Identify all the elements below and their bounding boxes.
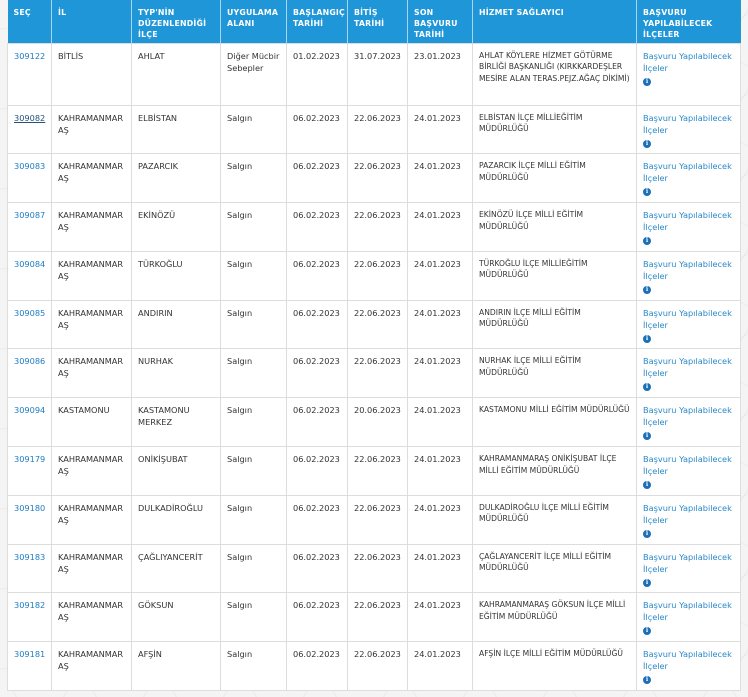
cell-hizmet-saglayici: DULKADİROĞLU İLÇE MİLLİ EĞİTİM MÜDÜRLÜĞÜ — [473, 495, 637, 544]
cell-baslangic-tarihi: 06.02.2023 — [287, 251, 348, 300]
cell-sec — [8, 593, 52, 642]
cell-basvuru-ilceler — [637, 251, 741, 300]
cell-hizmet-saglayici: EKİNÖZÜ İLÇE MİLLİ EĞİTİM MÜDÜRLÜĞÜ — [473, 203, 637, 252]
cell-baslangic-tarihi: 06.02.2023 — [287, 154, 348, 203]
cell-basvuru-ilceler — [637, 300, 741, 349]
cell-baslangic-tarihi: 06.02.2023 — [287, 593, 348, 642]
cell-ilce: ANDIRIN — [132, 300, 221, 349]
info-icon[interactable]: i — [643, 383, 651, 391]
cell-il: KAHRAMANMARAŞ — [52, 105, 132, 154]
basvuru-ilceler-link[interactable]: Başvuru Yapılabilecek İlçeler — [643, 356, 732, 379]
cell-bitis-tarihi: 22.06.2023 — [348, 447, 408, 496]
table-row — [8, 642, 741, 691]
cell-basvuru-ilceler — [637, 43, 741, 105]
basvuru-ilceler-link[interactable]: Başvuru Yapılabilecek İlçeler — [643, 161, 732, 184]
cell-basvuru-ilceler — [637, 349, 741, 398]
table-row — [8, 300, 741, 349]
cell-ilce: DULKADİROĞLU — [132, 495, 221, 544]
cell-baslangic-tarihi: 06.02.2023 — [287, 642, 348, 691]
info-icon[interactable]: i — [643, 481, 651, 489]
table-row — [8, 544, 741, 593]
info-icon[interactable]: i — [643, 676, 651, 684]
table-row — [8, 398, 741, 447]
cell-bitis-tarihi: 22.06.2023 — [348, 300, 408, 349]
cell-baslangic-tarihi: 06.02.2023 — [287, 495, 348, 544]
cell-il: KAHRAMANMARAŞ — [52, 251, 132, 300]
cell-il: KAHRAMANMARAŞ — [52, 203, 132, 252]
table-row — [8, 495, 741, 544]
cell-uygulama-alani: Salgın — [221, 251, 287, 300]
select-record-link[interactable]: 309122 — [14, 50, 46, 61]
table-row — [8, 203, 741, 252]
cell-bitis-tarihi: 22.06.2023 — [348, 105, 408, 154]
cell-bitis-tarihi: 22.06.2023 — [348, 251, 408, 300]
header-il[interactable]: İL — [52, 0, 132, 43]
cell-uygulama-alani: Diğer Mücbir Sebepler — [221, 43, 287, 105]
cell-ilce: ELBİSTAN — [132, 105, 221, 154]
cell-basvuru-ilceler — [637, 398, 741, 447]
cell-ilce: EKİNÖZÜ — [132, 203, 221, 252]
info-icon[interactable]: i — [643, 627, 651, 635]
cell-son-basvuru-tarihi: 24.01.2023 — [408, 349, 473, 398]
cell-ilce: NURHAK — [132, 349, 221, 398]
cell-hizmet-saglayici: KAHRAMANMARAŞ GÖKSUN İLÇE MİLLİ EĞİTİM MÜDÜRLÜĞÜ — [473, 593, 637, 642]
cell-ilce: TÜRKOĞLU — [132, 251, 221, 300]
header-hizmet-saglayici[interactable]: HİZMET SAĞLAYICI — [473, 0, 637, 43]
table-header-row — [8, 0, 741, 43]
cell-basvuru-ilceler — [637, 544, 741, 593]
table-row — [8, 447, 741, 496]
cell-sec — [8, 398, 52, 447]
cell-son-basvuru-tarihi: 24.01.2023 — [408, 544, 473, 593]
cell-uygulama-alani: Salgın — [221, 349, 287, 398]
cell-baslangic-tarihi: 06.02.2023 — [287, 105, 348, 154]
basvuru-ilceler-link[interactable]: Başvuru Yapılabilecek İlçeler — [643, 210, 732, 233]
table-row — [8, 349, 741, 398]
basvuru-ilceler-link[interactable]: Başvuru Yapılabilecek İlçeler — [643, 454, 732, 477]
cell-il: KAHRAMANMARAŞ — [52, 593, 132, 642]
cell-hizmet-saglayici: ANDIRIN İLÇE MİLLİ EĞİTİM MÜDÜRLÜĞÜ — [473, 300, 637, 349]
cell-sec — [8, 251, 52, 300]
select-record-link[interactable]: 309087 — [14, 210, 46, 221]
cell-hizmet-saglayici: KAHRAMANMARAŞ ONİKİŞUBAT İLÇE MİLLİ EĞİTİM MÜDÜRLÜĞÜ — [473, 447, 637, 496]
select-record-link[interactable]: 309083 — [14, 161, 46, 172]
cell-basvuru-ilceler — [637, 105, 741, 154]
cell-baslangic-tarihi: 06.02.2023 — [287, 349, 348, 398]
cell-ilce: KASTAMONU MERKEZ — [132, 398, 221, 447]
cell-son-basvuru-tarihi: 24.01.2023 — [408, 642, 473, 691]
basvuru-ilceler-link[interactable]: Başvuru Yapılabilecek İlçeler — [643, 600, 732, 623]
select-record-link[interactable]: 309094 — [14, 405, 46, 416]
cell-il: KASTAMONU — [52, 398, 132, 447]
cell-basvuru-ilceler — [637, 203, 741, 252]
info-icon[interactable]: i — [643, 140, 651, 148]
cell-ilce: AFŞİN — [132, 642, 221, 691]
cell-bitis-tarihi: 22.06.2023 — [348, 203, 408, 252]
cell-bitis-tarihi: 31.07.2023 — [348, 43, 408, 105]
info-icon[interactable]: i — [643, 579, 651, 587]
info-icon[interactable]: i — [643, 432, 651, 440]
header-sec[interactable]: SEÇ — [8, 0, 52, 43]
table-row — [8, 154, 741, 203]
cell-son-basvuru-tarihi: 24.01.2023 — [408, 593, 473, 642]
select-record-link[interactable]: 309181 — [14, 649, 46, 660]
cell-bitis-tarihi: 20.06.2023 — [348, 398, 408, 447]
header-bitis-tarihi[interactable]: BİTİŞ TARİHİ — [348, 0, 408, 43]
cell-uygulama-alani: Salgın — [221, 300, 287, 349]
info-icon[interactable]: i — [643, 286, 651, 294]
select-record-link[interactable]: 309082 — [14, 112, 46, 123]
header-ilce[interactable]: TYP'NİN DÜZENLENDİĞİ İLÇE — [132, 0, 221, 43]
cell-hizmet-saglayici: PAZARCIK İLÇE MİLLİ EĞİTİM MÜDÜRLÜĞÜ — [473, 154, 637, 203]
cell-uygulama-alani: Salgın — [221, 447, 287, 496]
info-icon[interactable]: i — [643, 530, 651, 538]
basvuru-ilceler-link[interactable]: Başvuru Yapılabilecek İlçeler — [643, 50, 732, 73]
cell-ilce: GÖKSUN — [132, 593, 221, 642]
cell-hizmet-saglayici: ELBİSTAN İLÇE MİLLİEĞİTİM MÜDÜRLÜĞÜ — [473, 105, 637, 154]
cell-son-basvuru-tarihi: 24.01.2023 — [408, 154, 473, 203]
cell-bitis-tarihi: 22.06.2023 — [348, 593, 408, 642]
cell-baslangic-tarihi: 06.02.2023 — [287, 398, 348, 447]
cell-uygulama-alani: Salgın — [221, 495, 287, 544]
cell-il: BİTLİS — [52, 43, 132, 105]
info-icon[interactable]: i — [643, 335, 651, 343]
cell-sec — [8, 43, 52, 105]
cell-hizmet-saglayici: KASTAMONU MİLLİ EĞİTİM MÜDÜRLÜĞÜ — [473, 398, 637, 447]
cell-bitis-tarihi: 22.06.2023 — [348, 544, 408, 593]
cell-sec — [8, 495, 52, 544]
cell-il: KAHRAMANMARAŞ — [52, 154, 132, 203]
cell-sec — [8, 154, 52, 203]
header-baslangic-tarihi[interactable]: BAŞLANGIÇ TARİHİ — [287, 0, 348, 43]
cell-hizmet-saglayici: AFŞİN İLÇE MİLLİ EĞİTİM MÜDÜRLÜĞÜ — [473, 642, 637, 691]
cell-sec — [8, 642, 52, 691]
cell-uygulama-alani: Salgın — [221, 203, 287, 252]
cell-son-basvuru-tarihi: 24.01.2023 — [408, 203, 473, 252]
header-basvuru-ilceler[interactable]: BAŞVURU YAPILABİLECEK İLÇELER — [637, 0, 741, 43]
basvuru-ilceler-link[interactable]: Başvuru Yapılabilecek İlçeler — [643, 649, 732, 672]
cell-son-basvuru-tarihi: 24.01.2023 — [408, 251, 473, 300]
cell-baslangic-tarihi: 06.02.2023 — [287, 203, 348, 252]
cell-uygulama-alani: Salgın — [221, 593, 287, 642]
cell-il: KAHRAMANMARAŞ — [52, 300, 132, 349]
cell-bitis-tarihi: 22.06.2023 — [348, 349, 408, 398]
select-record-link[interactable]: 309085 — [14, 307, 46, 318]
cell-ilce: ONİKİŞUBAT — [132, 447, 221, 496]
cell-hizmet-saglayici: AHLAT KÖYLERE HİZMET GÖTÜRME BİRLİĞİ BAŞKANLIĞI (KIRKKARDEŞLER MESİRE ALAN TERAS.PEJZ.AĞAÇ DİKİMİ) — [473, 43, 637, 105]
cell-il: KAHRAMANMARAŞ — [52, 495, 132, 544]
cell-uygulama-alani: Salgın — [221, 544, 287, 593]
cell-baslangic-tarihi: 01.02.2023 — [287, 43, 348, 105]
cell-sec — [8, 203, 52, 252]
results-table — [7, 0, 741, 691]
cell-baslangic-tarihi: 06.02.2023 — [287, 300, 348, 349]
header-uygulama-alani[interactable]: UYGULAMA ALANI — [221, 0, 287, 43]
cell-sec — [8, 447, 52, 496]
cell-uygulama-alani: Salgın — [221, 154, 287, 203]
cell-bitis-tarihi: 22.06.2023 — [348, 154, 408, 203]
select-record-link[interactable]: 309084 — [14, 258, 46, 269]
select-record-link[interactable]: 309086 — [14, 356, 46, 367]
cell-bitis-tarihi: 22.06.2023 — [348, 642, 408, 691]
cell-basvuru-ilceler — [637, 154, 741, 203]
cell-uygulama-alani: Salgın — [221, 105, 287, 154]
cell-son-basvuru-tarihi: 24.01.2023 — [408, 300, 473, 349]
cell-hizmet-saglayici: ÇAĞLAYANCERİT İLÇE MİLLİ EĞİTİM MÜDÜRLÜĞÜ — [473, 544, 637, 593]
cell-ilce: PAZARCIK — [132, 154, 221, 203]
cell-sec — [8, 544, 52, 593]
cell-sec — [8, 349, 52, 398]
cell-baslangic-tarihi: 06.02.2023 — [287, 447, 348, 496]
cell-basvuru-ilceler — [637, 642, 741, 691]
basvuru-ilceler-link[interactable]: Başvuru Yapılabilecek İlçeler — [643, 502, 732, 525]
cell-ilce: AHLAT — [132, 43, 221, 105]
basvuru-ilceler-link[interactable]: Başvuru Yapılabilecek İlçeler — [643, 258, 732, 281]
table-row — [8, 43, 741, 105]
cell-il: KAHRAMANMARAŞ — [52, 349, 132, 398]
basvuru-ilceler-link[interactable]: Başvuru Yapılabilecek İlçeler — [643, 405, 732, 428]
cell-sec — [8, 105, 52, 154]
cell-baslangic-tarihi: 06.02.2023 — [287, 544, 348, 593]
cell-uygulama-alani: Salgın — [221, 642, 287, 691]
basvuru-ilceler-link[interactable]: Başvuru Yapılabilecek İlçeler — [643, 307, 732, 330]
cell-il: KAHRAMANMARAŞ — [52, 447, 132, 496]
select-record-link[interactable]: 309183 — [14, 551, 46, 562]
table-row — [8, 251, 741, 300]
cell-son-basvuru-tarihi: 23.01.2023 — [408, 43, 473, 105]
cell-son-basvuru-tarihi: 24.01.2023 — [408, 495, 473, 544]
info-icon[interactable]: i — [643, 188, 651, 196]
select-record-link[interactable]: 309179 — [14, 454, 46, 465]
cell-son-basvuru-tarihi: 24.01.2023 — [408, 398, 473, 447]
cell-son-basvuru-tarihi: 24.01.2023 — [408, 105, 473, 154]
basvuru-ilceler-link[interactable]: Başvuru Yapılabilecek İlçeler — [643, 112, 732, 135]
cell-basvuru-ilceler — [637, 593, 741, 642]
cell-basvuru-ilceler — [637, 447, 741, 496]
info-icon[interactable]: i — [643, 237, 651, 245]
cell-hizmet-saglayici: NURHAK İLÇE MİLLİ EĞİTİM MÜDÜRLÜĞÜ — [473, 349, 637, 398]
cell-il: KAHRAMANMARAŞ — [52, 642, 132, 691]
select-record-link[interactable]: 309182 — [14, 600, 46, 611]
table-row — [8, 105, 741, 154]
cell-basvuru-ilceler — [637, 495, 741, 544]
select-record-link[interactable]: 309180 — [14, 502, 46, 513]
cell-son-basvuru-tarihi: 24.01.2023 — [408, 447, 473, 496]
cell-il: KAHRAMANMARAŞ — [52, 544, 132, 593]
basvuru-ilceler-link[interactable]: Başvuru Yapılabilecek İlçeler — [643, 551, 732, 574]
cell-hizmet-saglayici: TÜRKOĞLU İLÇE MİLLİEĞİTİM MÜDÜRLÜĞÜ — [473, 251, 637, 300]
info-icon[interactable]: i — [643, 78, 651, 86]
cell-uygulama-alani: Salgın — [221, 398, 287, 447]
cell-bitis-tarihi: 22.06.2023 — [348, 495, 408, 544]
table-row — [8, 593, 741, 642]
cell-sec — [8, 300, 52, 349]
header-son-basvuru-tarihi[interactable]: SON BAŞVURU TARİHİ — [408, 0, 473, 43]
cell-ilce: ÇAĞLIYANCERİT — [132, 544, 221, 593]
